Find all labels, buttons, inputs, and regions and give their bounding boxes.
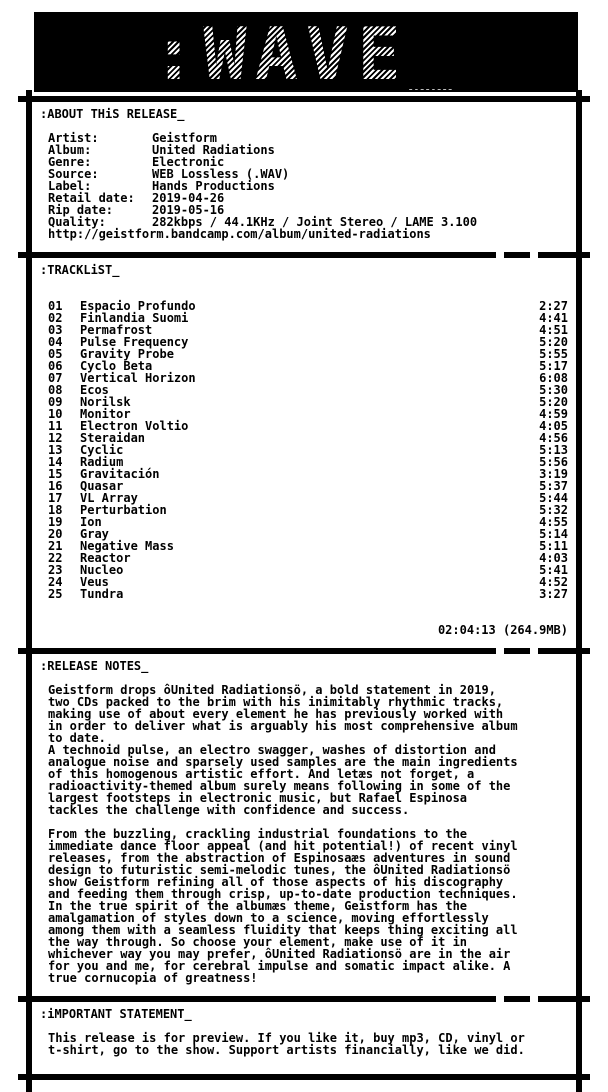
track-number: 13	[48, 443, 63, 457]
track-name: Negative Mass	[80, 539, 174, 553]
divider-notes	[18, 996, 590, 1002]
logo-banner	[34, 12, 578, 96]
track-number: 21	[48, 539, 63, 553]
track-name: Cyclo Beta	[80, 359, 153, 373]
release-notes-line: analogue noise and sparsely used samples are the main ingredients	[48, 755, 518, 769]
track-number: 25	[48, 587, 63, 601]
about-field-label: Source:	[48, 167, 99, 181]
track-duration: 5:44	[539, 491, 568, 505]
track-number: 05	[48, 347, 63, 361]
track-duration: 4:05	[539, 419, 568, 433]
track-name: Ecos	[80, 383, 109, 397]
about-field-value: Hands Productions	[152, 179, 275, 193]
track-duration: 5:30	[539, 383, 568, 397]
divider-tracklist-gap	[496, 648, 504, 654]
about-field-label: Artist:	[48, 131, 99, 145]
track-number: 08	[48, 383, 63, 397]
track-duration: 5:37	[539, 479, 568, 493]
track-name: Veus	[80, 575, 109, 589]
divider-tracklist	[18, 648, 590, 654]
divider-about-gap2	[530, 252, 538, 258]
about-url: http://geistform.bandcamp.com/album/united-radiations	[48, 227, 431, 241]
track-name: Permafrost	[80, 323, 153, 337]
track-number: 15	[48, 467, 63, 481]
release-notes-line: immediate dance floor appeal (and hit potential!) of recent vinyl	[48, 839, 518, 853]
track-duration: 3:19	[539, 467, 568, 481]
release-notes-line: design to futuristic semi-melodic tunes, the ôUnited Radiationsö	[48, 863, 511, 877]
track-name: Monitor	[80, 407, 131, 421]
about-field-label: Retail date:	[48, 191, 135, 205]
release-notes-line: Geistform drops ôUnited Radiationsö, a bold statement in 2019,	[48, 683, 496, 697]
track-number: 24	[48, 575, 63, 589]
track-name: Gravitación	[80, 467, 160, 481]
divider-notes-gap	[496, 996, 504, 1002]
track-number: 18	[48, 503, 63, 517]
track-name: Vertical Horizon	[80, 371, 196, 385]
track-duration: 5:13	[539, 443, 568, 457]
track-number: 19	[48, 515, 63, 529]
frame-bottom-rule	[18, 1074, 590, 1080]
track-name: Finlandia Suomi	[80, 311, 189, 325]
divider-about-gap	[496, 252, 504, 258]
release-notes-line: for you and me, for cerebral impulse and somatic impact alike. A	[48, 959, 511, 973]
release-notes-line: of this homogenous artistic effort. And letæs not forget, a	[48, 767, 475, 781]
track-name: Nucleo	[80, 563, 124, 577]
about-section-title: :ABOUT THiS RELEASE_	[40, 107, 185, 121]
track-duration: 2:27	[539, 299, 568, 313]
frame-top-rule	[18, 96, 590, 102]
track-number: 04	[48, 335, 63, 349]
release-notes-line: making use of about every element he has previously worked with	[48, 707, 504, 721]
track-name: Steraidan	[80, 431, 146, 445]
track-number: 06	[48, 359, 63, 373]
track-name: Gray	[80, 527, 109, 541]
track-duration: 5:17	[539, 359, 568, 373]
track-name: Norilsk	[80, 395, 131, 409]
release-notes-line: two CDs packed to the brim with his inimitably rhythmic tracks,	[48, 695, 504, 709]
track-name: Tundra	[80, 587, 124, 601]
about-field-value: 282kbps / 44.1KHz / Joint Stereo / LAME 3.100	[152, 215, 478, 229]
about-field-value: United Radiations	[152, 143, 275, 157]
track-name: Gravity Probe	[80, 347, 174, 361]
release-notes-line: tackles the challenge with confidence and success.	[48, 803, 410, 817]
track-duration: 6:08	[539, 371, 568, 385]
logo-text: :WAVE_	[34, 18, 578, 90]
track-name: Espacio Profundo	[80, 299, 196, 313]
track-duration: 4:55	[539, 515, 568, 529]
statement-line: t-shirt, go to the show. Support artists financially, like we did.	[48, 1043, 525, 1057]
track-number: 09	[48, 395, 63, 409]
track-number: 17	[48, 491, 63, 505]
track-number: 02	[48, 311, 63, 325]
track-duration: 4:52	[539, 575, 568, 589]
frame-left-bar	[26, 90, 32, 1092]
track-number: 11	[48, 419, 63, 433]
release-notes-line: From the buzzling, crackling industrial foundations to the	[48, 827, 468, 841]
release-notes-line: true cornucopia of greatness!	[48, 971, 258, 985]
track-name: Ion	[80, 515, 102, 529]
release-notes-line: to date.	[48, 731, 106, 745]
track-number: 14	[48, 455, 63, 469]
about-field-value: Electronic	[152, 155, 225, 169]
divider-notes-gap2	[530, 996, 538, 1002]
release-notes-line: amalgamation of styles down to a science, moving effortlessly	[48, 911, 489, 925]
track-name: Quasar	[80, 479, 124, 493]
track-duration: 5:14	[539, 527, 568, 541]
track-duration: 5:20	[539, 335, 568, 349]
statement-section-title: :iMPORTANT STATEMENT_	[40, 1007, 192, 1021]
release-notes-line: In the true spirit of the albumæs theme, Geistform has the	[48, 899, 468, 913]
release-notes-line: largest footsteps in electronic music, but Rafael Espinosa	[48, 791, 468, 805]
about-field-label: Album:	[48, 143, 92, 157]
track-number: 03	[48, 323, 63, 337]
track-name: Pulse Frequency	[80, 335, 189, 349]
about-field-label: Rip date:	[48, 203, 114, 217]
track-name: Radium	[80, 455, 124, 469]
release-notes-line: radioactivity-themed album surely means following in some of the	[48, 779, 511, 793]
about-field-label: Quality:	[48, 215, 106, 229]
track-duration: 3:27	[539, 587, 568, 601]
track-number: 07	[48, 371, 63, 385]
about-field-label: Label:	[48, 179, 92, 193]
release-notes-line: releases, from the abstraction of Espinosaæs adventures in sound	[48, 851, 511, 865]
about-field-value: 2019-05-16	[152, 203, 225, 217]
track-duration: 5:20	[539, 395, 568, 409]
track-duration: 5:56	[539, 455, 568, 469]
about-field-value: 2019-04-26	[152, 191, 225, 205]
release-notes-line: the way through. So choose your element, make use of it in	[48, 935, 468, 949]
track-duration: 4:03	[539, 551, 568, 565]
track-duration: 4:56	[539, 431, 568, 445]
divider-about	[18, 252, 590, 258]
statement-line: This release is for preview. If you like it, buy mp3, CD, vinyl or	[48, 1031, 525, 1045]
about-field-label: Genre:	[48, 155, 92, 169]
track-duration: 4:41	[539, 311, 568, 325]
track-number: 23	[48, 563, 63, 577]
track-number: 01	[48, 299, 63, 313]
about-field-value: WEB Lossless (.WAV)	[152, 167, 290, 181]
track-name: Perturbation	[80, 503, 167, 517]
release-notes-line: among them with a seamless fluidity that keeps thing exciting all	[48, 923, 518, 937]
track-duration: 5:55	[539, 347, 568, 361]
release-notes-line: whichever way you may prefer, ôUnited Radiationsö are in the air	[48, 947, 511, 961]
track-name: VL Array	[80, 491, 138, 505]
track-duration: 5:32	[539, 503, 568, 517]
notes-section-title: :RELEASE NOTES_	[40, 659, 149, 673]
track-duration: 4:59	[539, 407, 568, 421]
track-duration: 5:11	[539, 539, 568, 553]
release-notes-line: show Geistform refining all of those aspects of his discography	[48, 875, 504, 889]
tracklist-total: 02:04:13 (264.9MB)	[437, 623, 568, 637]
track-number: 20	[48, 527, 63, 541]
track-number: 10	[48, 407, 63, 421]
track-duration: 4:51	[539, 323, 568, 337]
track-name: Cyclic	[80, 443, 124, 457]
track-name: Electron Voltio	[80, 419, 189, 433]
track-duration: 5:41	[539, 563, 568, 577]
track-number: 22	[48, 551, 63, 565]
track-number: 12	[48, 431, 63, 445]
about-field-value: Geistform	[152, 131, 218, 145]
track-name: Reactor	[80, 551, 131, 565]
release-notes-line: in order to deliver what is arguably his most comprehensive album	[48, 719, 518, 733]
track-number: 16	[48, 479, 63, 493]
release-notes-line: and feeding them through crisp, up-to-date production techniques.	[48, 887, 518, 901]
divider-tracklist-gap2	[530, 648, 538, 654]
tracklist-section-title: :TRACKLiST_	[40, 263, 120, 277]
release-notes-line: A technoid pulse, an electro swagger, washes of distortion and	[48, 743, 496, 757]
